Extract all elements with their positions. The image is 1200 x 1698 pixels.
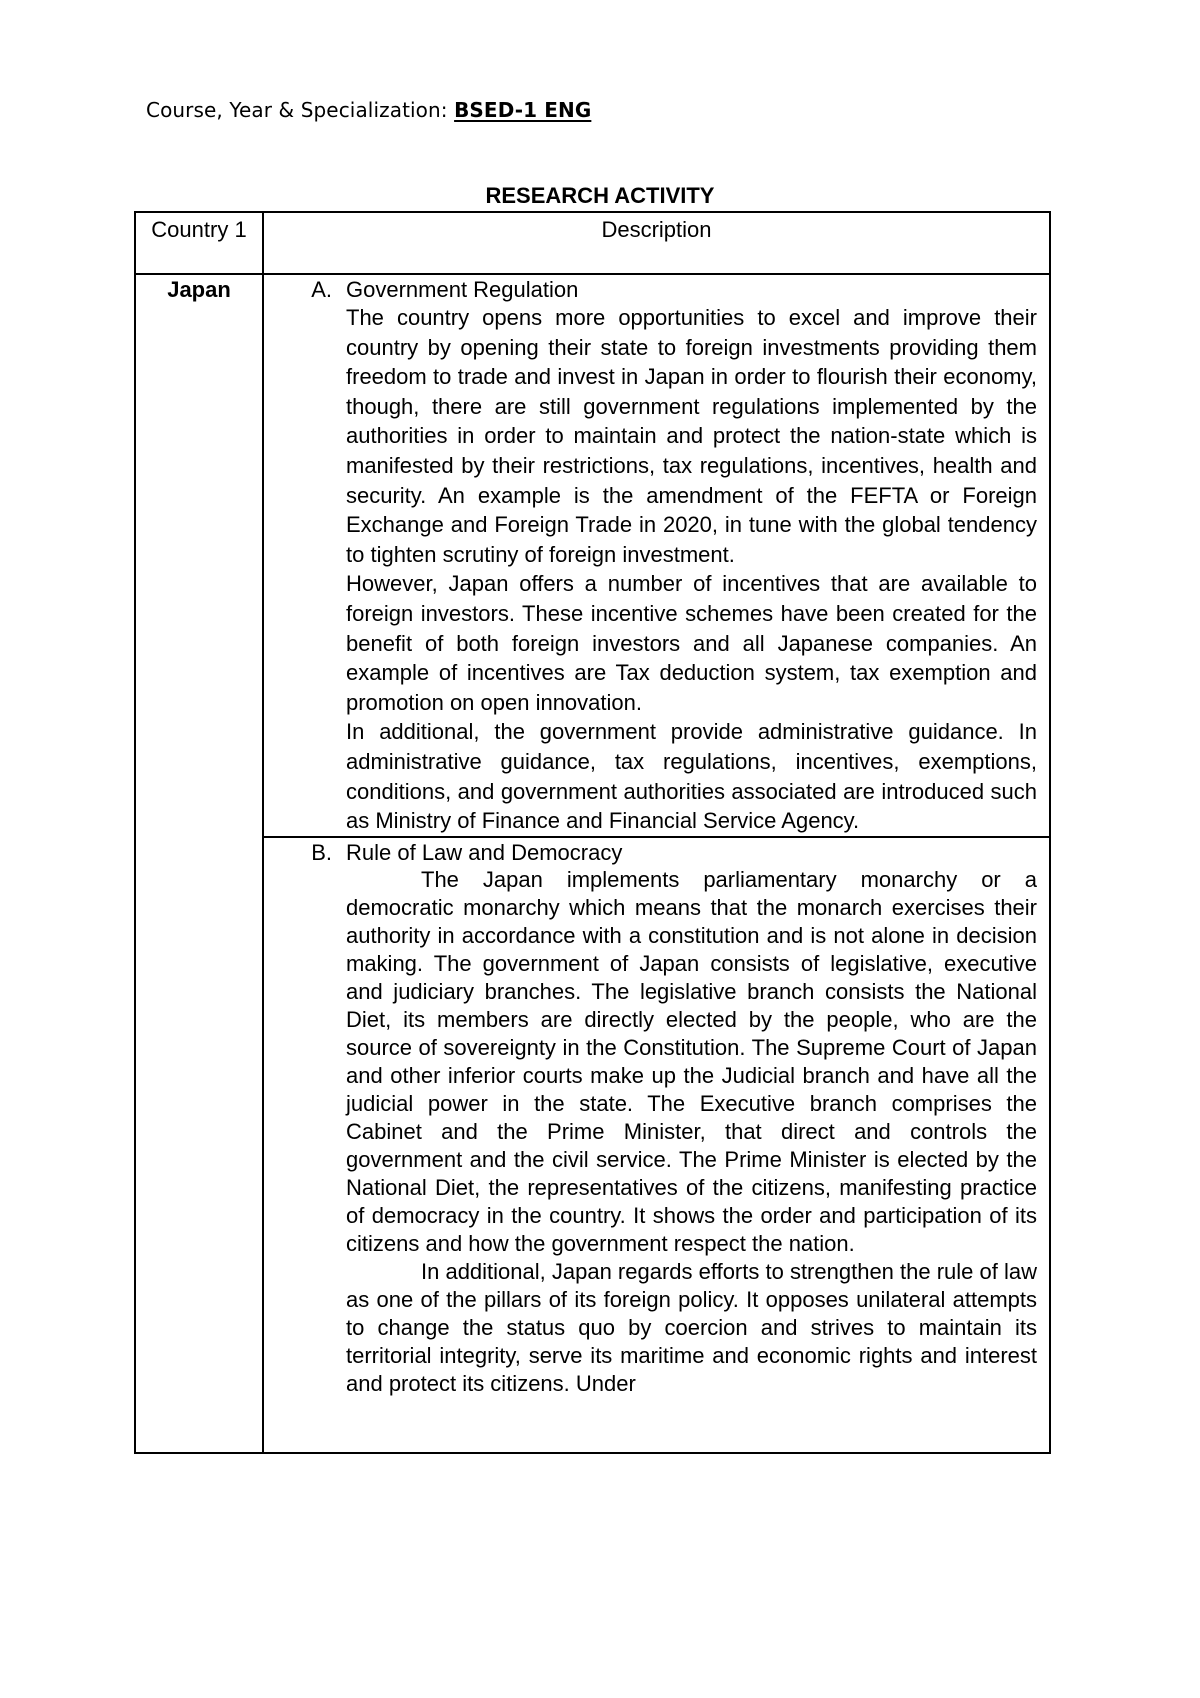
research-table <box>134 211 1051 1454</box>
description-column-header: Description <box>263 212 1050 274</box>
paragraph: The country opens more opportunities to excel and improve their country by opening their state to foreign investments providing them freedom to trade and invest in Japan in order to flourish their economy, though, there are still government regulations implemented by the authorities in order to maintain and protect the nation-state which is manifested by their restrictions, tax regulations, incentives, health and security. An example is the amendment of the FEFTA or Foreign Exchange and Foreign Trade in 2020, in tune with the global tendency to tighten scrutiny of foreign investment. <box>346 305 1037 567</box>
country-column-header: Country 1 <box>135 212 263 274</box>
document-title: RESEARCH ACTIVITY <box>485 183 715 208</box>
section-letter: B. <box>311 839 332 865</box>
section-title: Government Regulation <box>346 277 579 302</box>
course-label: Course, Year & Specialization: <box>146 98 455 122</box>
section-letter: A. <box>311 277 332 302</box>
section-title: Rule of Law and Democracy <box>346 839 623 865</box>
table-row <box>135 274 1050 837</box>
paragraph: In additional, Japan regards efforts to strengthen the rule of law as one of the pillars of its foreign policy. It opposes unilateral attempts to change the status quo by coercion and strives to maintain its territorial integrity, serve its maritime and economic rights and interest and protect its citizens. Under <box>346 1258 1037 1396</box>
section-body <box>346 303 1037 836</box>
section-heading <box>264 840 1037 866</box>
table-row <box>135 837 1050 1453</box>
section-rule-of-law <box>263 837 1050 1453</box>
paragraph: However, Japan offers a number of incentives that are available to foreign investors. These incentive schemes have been created for the benefit of both foreign investors and all Japanese companies. An example of incentives are Tax deduction system, tax exemption and promotion on open innovation. <box>346 571 1037 715</box>
section-government-regulation <box>263 274 1050 837</box>
section-body <box>346 866 1037 1398</box>
section-heading <box>264 277 1037 303</box>
paragraph: The Japan implements parliamentary monarchy or a democratic monarchy which means that the monarch exercises their authority in accordance with a constitution and is not alone in decision making. The government of Japan consists of legislative, executive and judiciary branches. The legislative branch consists the National Diet, its members are directly elected by the people, who are the source of sovereignty in the Constitution. The Supreme Court of Japan and other inferior courts make up the Judicial branch and have all the judicial power in the state. The Executive branch comprises the Cabinet and the Prime Minister, that direct and controls the government and the civil service. The Prime Minister is elected by the National Diet, the representatives of the citizens, manifesting practice of democracy in the country. It shows the order and participation of its citizens and how the government respect the nation. <box>346 866 1037 1256</box>
course-line <box>146 98 591 122</box>
table-header-row <box>135 212 1050 274</box>
country-cell: Japan <box>135 274 263 1453</box>
paragraph: In additional, the government provide administrative guidance. In administrative guidance, tax regulations, incentives, exemptions, conditions, and government authorities associated are introduced such as Ministry of Finance and Financial Service Agency. <box>346 719 1037 834</box>
course-value: BSED-1 ENG <box>454 98 592 122</box>
